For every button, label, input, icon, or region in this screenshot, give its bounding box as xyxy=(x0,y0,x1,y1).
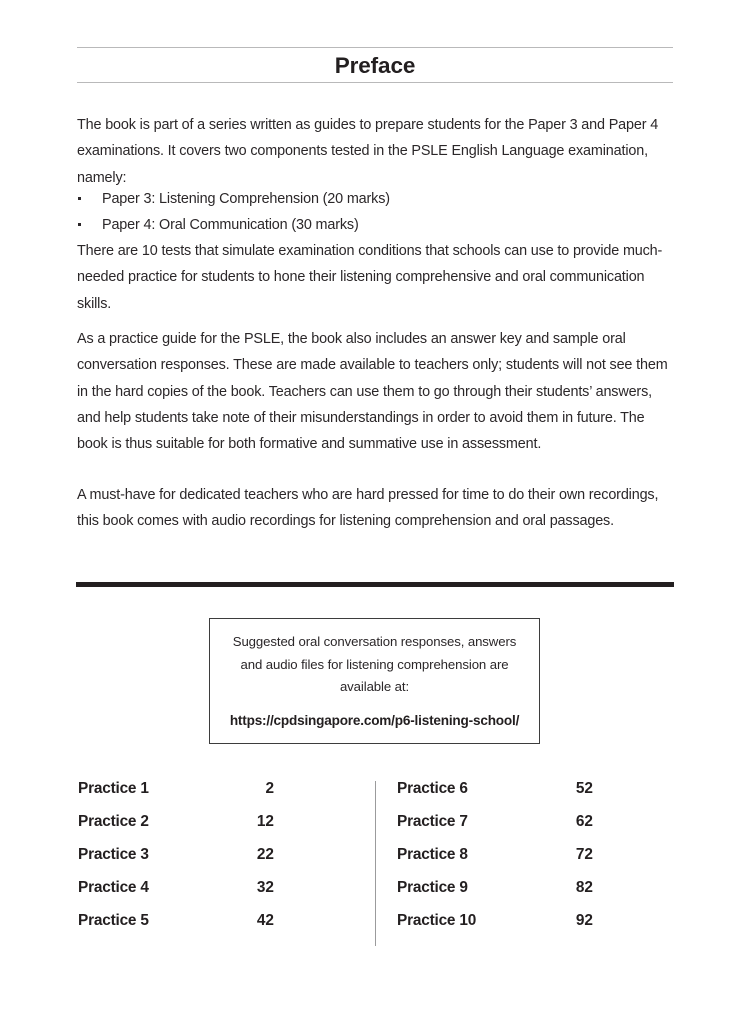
list-item-label: Paper 4: Oral Communication (30 marks) xyxy=(102,217,359,234)
practice-label: Practice 2 xyxy=(78,813,149,830)
contents-column-divider xyxy=(375,781,376,946)
table-row[interactable] xyxy=(78,813,358,846)
resources-callout-box xyxy=(209,618,540,744)
list-item xyxy=(77,186,669,212)
contents-left-column xyxy=(78,780,358,945)
practice-page-number: 92 xyxy=(575,912,593,929)
contents-right-column xyxy=(397,780,677,945)
table-row[interactable] xyxy=(78,912,358,945)
table-row[interactable] xyxy=(397,780,677,813)
section-divider-rule xyxy=(76,582,674,587)
callout-description: Suggested oral conversation responses, answers and audio files for listening comprehension are available at: xyxy=(232,634,517,695)
page-title: Preface xyxy=(334,53,416,78)
tests-paragraph: There are 10 tests that simulate examination conditions that schools can use to provide much-needed practice for students to hone their listening comprehensive and oral communication skills. xyxy=(77,243,663,312)
practice-label: Practice 6 xyxy=(397,780,468,797)
practice-label: Practice 5 xyxy=(78,912,149,929)
practice-page-number: 82 xyxy=(575,879,593,896)
bullet-dot-icon xyxy=(78,197,81,200)
table-row[interactable] xyxy=(78,879,358,912)
practice-label: Practice 10 xyxy=(397,912,477,929)
practice-label: Practice 7 xyxy=(397,813,468,830)
table-row[interactable] xyxy=(397,879,677,912)
practice-label: Practice 1 xyxy=(78,780,149,797)
contents-table xyxy=(0,780,749,950)
table-row[interactable] xyxy=(78,846,358,879)
practice-label: Practice 4 xyxy=(78,879,149,896)
resources-url-link[interactable]: https://cpdsingapore.com/p6-listening-school/ xyxy=(229,712,520,728)
practice-page-number: 62 xyxy=(575,813,593,830)
practice-page-number: 52 xyxy=(575,780,593,797)
practice-page-number: 12 xyxy=(256,813,274,830)
bullet-dot-icon xyxy=(78,223,81,226)
table-row[interactable] xyxy=(78,780,358,813)
audio-recordings-paragraph: A must-have for dedicated teachers who are hard pressed for time to do their own recordings, this book comes with audio recordings for listening comprehension and oral passages. xyxy=(77,487,659,530)
practice-page-number: 32 xyxy=(256,879,274,896)
practice-page-number: 22 xyxy=(256,846,274,863)
practice-label: Practice 8 xyxy=(397,846,468,863)
list-item xyxy=(77,212,669,238)
table-row[interactable] xyxy=(397,912,677,945)
practice-page-number: 72 xyxy=(575,846,593,863)
practice-page-number: 2 xyxy=(265,780,274,797)
title-rule-top xyxy=(77,47,673,48)
title-rule-bottom xyxy=(77,82,673,83)
intro-paragraph: The book is part of a series written as guides to prepare students for the Paper 3 and Paper 4 examinations. It covers two components tested in the PSLE English Language examination, namely: xyxy=(77,117,659,186)
practice-page-number: 42 xyxy=(256,912,274,929)
answer-key-paragraph: As a practice guide for the PSLE, the book also includes an answer key and sample oral conversation responses. These are made available to teachers only; students will not see them in the hard copies of the book. Teachers can use them to go through their students’ answers, and help students take note of their misunderstandings in order to avoid them in future. The book is thus suitable for both formative and summative use in assessment. xyxy=(77,331,668,453)
practice-label: Practice 3 xyxy=(78,846,149,863)
list-item-label: Paper 3: Listening Comprehension (20 marks) xyxy=(102,191,390,207)
practice-label: Practice 9 xyxy=(397,879,468,896)
paper-components-list xyxy=(77,186,669,239)
table-row[interactable] xyxy=(397,846,677,879)
table-row[interactable] xyxy=(397,813,677,846)
